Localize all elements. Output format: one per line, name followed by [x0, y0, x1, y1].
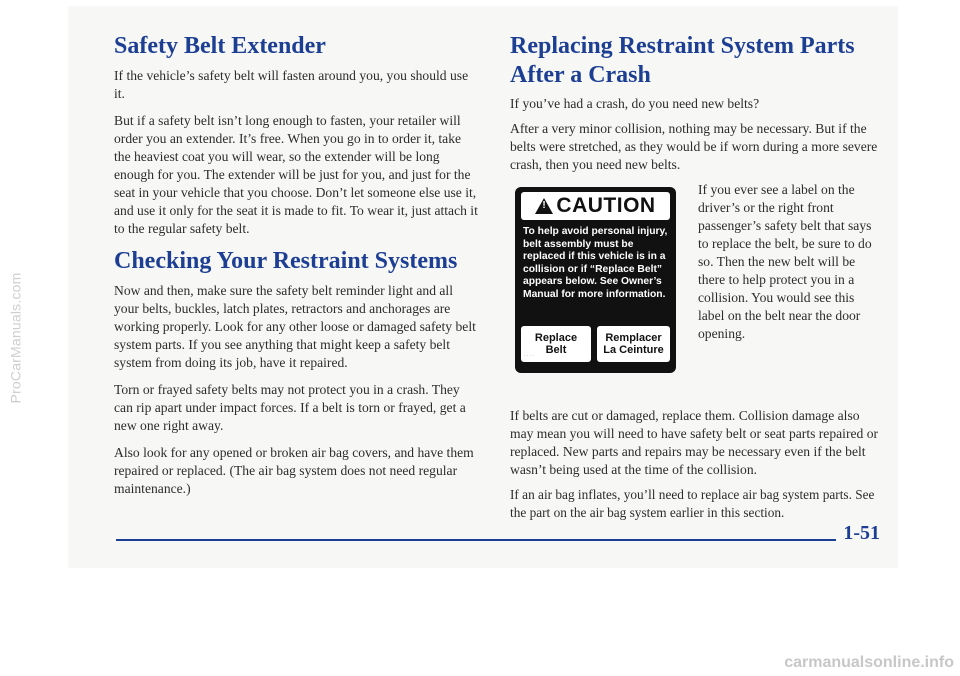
page-number: 1-51	[843, 522, 880, 544]
paragraph: Also look for any opened or broken air bag covers, and have them repaired or replaced. (The air bag system does not need regular maintenance.)	[114, 445, 474, 496]
remplacer-line-1: Remplacer	[605, 331, 662, 344]
replace-belt-line-1: Replace	[534, 331, 578, 344]
right-column	[510, 32, 882, 529]
footer-rule	[116, 539, 836, 541]
heading-replacing-restraint-parts: Replacing Restraint System Parts After a Crash	[510, 33, 855, 88]
paragraph: If belts are cut or damaged, replace them. Collision damage also may mean you will need to have safety belt or seat parts repaired or replaced. New parts and repairs may be necessary even if the belt wasn’t being used at the time of the collision.	[510, 408, 879, 477]
paragraph: If you ever see a label on the driver’s or the right front passenger’s safety belt that says to replace the belt, be sure to do so. Then the new belt will be there to help protect you in a collision. You would see this label on the belt near the door opening.	[698, 182, 872, 341]
replace-belt-box	[521, 326, 591, 362]
manual-page	[68, 6, 898, 568]
heading-safety-belt-extender: Safety Belt Extender	[114, 33, 326, 59]
replace-belt-line-2: Belt	[545, 344, 567, 356]
paragraph: Now and then, make sure the safety belt reminder light and all your belts, buckles, latch plates, retractors and anchorages are working properly. Look for any other loose or damaged safety belt system parts. If you see anything that might keep a safety belt system from doing its job, have it repaired.	[114, 283, 476, 370]
caution-label-image	[515, 187, 676, 373]
paragraph: If you’ve had a crash, do you need new belts?	[510, 96, 760, 111]
caution-label-section	[510, 181, 882, 395]
remplacer-ceinture-box	[597, 326, 670, 362]
part-number-mark: . . . .	[524, 351, 534, 358]
paragraph: If the vehicle’s safety belt will fasten around you, you should use it.	[114, 68, 469, 101]
paragraph: But if a safety belt isn’t long enough to fasten, your retailer will order you an extender. It’s free. When you go in to order it, take the heaviest coat you will wear, so the extender will be long enough for you. The extender will be just for you, and just for the seat in your vehicle that you choose. Don’t let someone else use it, and use it only for the seat it is made to fit. To wear it, just attach it to the regular safety belt.	[114, 113, 478, 236]
paragraph: After a very minor collision, nothing may be necessary. But if the belts were stretched, as they would be if worn during a more severe crash, then you need new belts.	[510, 121, 878, 172]
caution-header	[521, 192, 670, 220]
side-watermark-text: ProCarManuals.com	[7, 272, 23, 404]
heading-checking-restraint-systems: Checking Your Restraint Systems	[114, 248, 458, 274]
caution-title: CAUTION	[556, 194, 656, 217]
paragraph: If an air bag inflates, you’ll need to replace air bag system parts. See the part on the air bag system earlier in this section.	[510, 487, 875, 520]
remplacer-line-2: La Ceinture	[603, 344, 664, 356]
side-watermark	[0, 0, 32, 676]
paragraph: Torn or frayed safety belts may not protect you in a crash. They can rip apart under impact forces. If a belt is torn or frayed, get a new one right away.	[114, 382, 466, 433]
caution-body-text: To help avoid personal injury, belt assembly must be replaced if this vehicle is in a collision or if “Replace Belt” appears below. See Owner’s Manual for more information.	[523, 226, 668, 300]
left-column	[114, 32, 480, 507]
footer-watermark: carmanualsonline.info	[784, 654, 954, 671]
caution-boxes	[521, 326, 670, 366]
warning-triangle-icon	[535, 198, 553, 214]
